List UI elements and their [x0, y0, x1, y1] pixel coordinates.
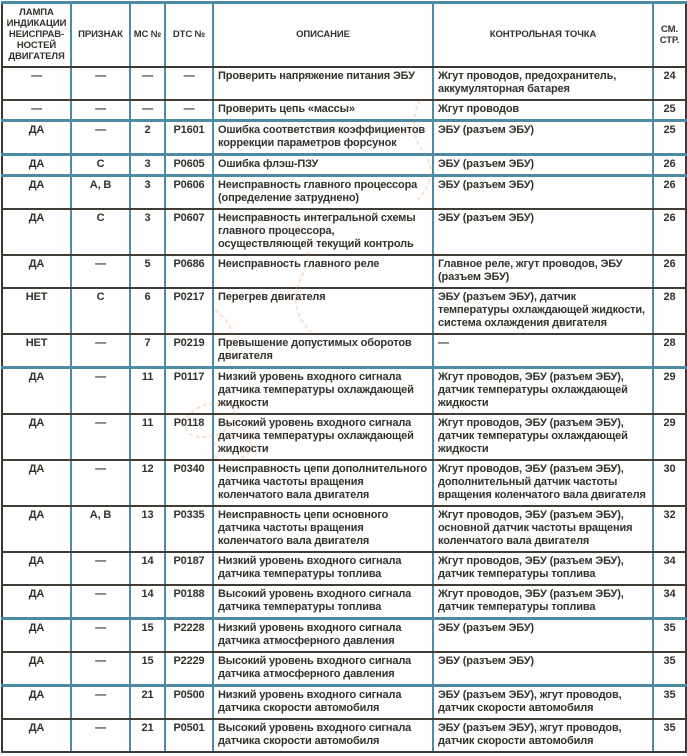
cell-sign: — — [71, 67, 130, 100]
cell-ms: 5 — [130, 255, 165, 288]
dtc-table — [1, 1, 687, 753]
cell-sign: С — [71, 154, 130, 175]
cell-lamp: — — [2, 100, 71, 121]
cell-lamp: ДА — [2, 652, 71, 686]
cell-sign: — — [71, 460, 130, 506]
cell-checkpoint: Жгут проводов, ЭБУ (разъем ЭБУ), датчик температуры охлаждающей жидкости — [433, 367, 653, 414]
cell-page: 29 — [653, 367, 686, 414]
table-row — [2, 618, 686, 652]
cell-page: 28 — [653, 334, 686, 368]
cell-dtc: P0219 — [165, 334, 213, 368]
cell-description: Перегрев двигателя — [213, 288, 433, 334]
cell-sign: С — [71, 209, 130, 255]
cell-checkpoint: ЭБУ (разъем ЭБУ), датчик температуры охлаждающей жидкости, система охлаждения двигателя — [433, 288, 653, 334]
cell-ms: 3 — [130, 209, 165, 255]
table-row — [2, 506, 686, 552]
cell-page: 25 — [653, 100, 686, 121]
cell-dtc: P0217 — [165, 288, 213, 334]
cell-sign: — — [71, 719, 130, 752]
cell-sign: — — [71, 585, 130, 619]
cell-lamp: ДА — [2, 685, 71, 719]
table-row — [2, 67, 686, 100]
cell-description: Превышение допустимых оборотов двигателя — [213, 334, 433, 368]
cell-lamp: ДА — [2, 618, 71, 652]
cell-checkpoint: Главное реле, жгут проводов, ЭБУ (разъем ЭБУ) — [433, 255, 653, 288]
cell-dtc: P1601 — [165, 120, 213, 154]
cell-ms: 21 — [130, 685, 165, 719]
cell-description: Высокий уровень входного сигнала датчика температуры охлаждающей жидкости — [213, 414, 433, 460]
table-row — [2, 334, 686, 368]
cell-ms: 21 — [130, 719, 165, 752]
cell-description: Низкий уровень входного сигнала датчика температуры топлива — [213, 552, 433, 585]
cell-lamp: ДА — [2, 209, 71, 255]
cell-dtc: P0605 — [165, 154, 213, 175]
column-header-sign: ПРИЗНАК — [71, 3, 130, 67]
cell-dtc: P0500 — [165, 685, 213, 719]
cell-ms: — — [130, 100, 165, 121]
cell-checkpoint: ЭБУ (разъем ЭБУ), жгут проводов, датчик скорости автомобиля — [433, 685, 653, 719]
cell-checkpoint: Жгут проводов, ЭБУ (разъем ЭБУ), датчик температуры топлива — [433, 552, 653, 585]
cell-page: 34 — [653, 552, 686, 585]
header-row — [2, 3, 686, 67]
table-row — [2, 120, 686, 154]
cell-lamp: ДА — [2, 585, 71, 619]
cell-sign: А, В — [71, 175, 130, 209]
cell-description: Низкий уровень входного сигнала датчика атмосферного давления — [213, 618, 433, 652]
cell-ms: 11 — [130, 367, 165, 414]
table-row — [2, 154, 686, 175]
table-row — [2, 652, 686, 686]
cell-sign: А, В — [71, 506, 130, 552]
table-body — [2, 67, 686, 752]
cell-lamp: ДА — [2, 460, 71, 506]
cell-checkpoint: Жгут проводов, ЭБУ (разъем ЭБУ), датчик температуры топлива — [433, 585, 653, 619]
cell-page: 26 — [653, 209, 686, 255]
cell-checkpoint: Жгут проводов, ЭБУ (разъем ЭБУ), дополнительный датчик частоты вращения коленчатого вала двигателя — [433, 460, 653, 506]
cell-page: 30 — [653, 460, 686, 506]
table-row — [2, 100, 686, 121]
cell-sign: — — [71, 334, 130, 368]
cell-description: Ошибка соответствия коэффициентов коррекции параметров форсунок — [213, 120, 433, 154]
cell-ms: 15 — [130, 618, 165, 652]
table-row — [2, 552, 686, 585]
cell-description: Низкий уровень входного сигнала датчика скорости автомобиля — [213, 685, 433, 719]
table-row — [2, 460, 686, 506]
table-row — [2, 255, 686, 288]
cell-lamp: ДА — [2, 120, 71, 154]
cell-dtc: P0501 — [165, 719, 213, 752]
cell-checkpoint: ЭБУ (разъем ЭБУ) — [433, 652, 653, 686]
cell-sign: — — [71, 552, 130, 585]
cell-dtc: P2228 — [165, 618, 213, 652]
cell-description: Неисправность главного процессора (определение затруднено) — [213, 175, 433, 209]
cell-sign: — — [71, 652, 130, 686]
cell-description: Неисправность цепи основного датчика частоты вращения коленчатого вала двигателя — [213, 506, 433, 552]
cell-dtc: P0187 — [165, 552, 213, 585]
cell-dtc: P0117 — [165, 367, 213, 414]
cell-description: Проверить напряжение питания ЭБУ — [213, 67, 433, 100]
cell-lamp: ДА — [2, 154, 71, 175]
cell-lamp: ДА — [2, 175, 71, 209]
cell-description: Неисправность интегральной схемы главного процессора, осуществляющей текущий контроль — [213, 209, 433, 255]
cell-lamp: ДА — [2, 367, 71, 414]
cell-page: 25 — [653, 120, 686, 154]
column-header-lamp: ЛАМПА ИНДИКАЦИИ НЕИСПРАВ-НОСТЕЙ ДВИГАТЕЛЯ — [2, 3, 71, 67]
cell-checkpoint: ЭБУ (разъем ЭБУ) — [433, 154, 653, 175]
cell-description: Высокий уровень входного сигнала датчика атмосферного давления — [213, 652, 433, 686]
cell-checkpoint: Жгут проводов, ЭБУ (разъем ЭБУ), основной датчик частоты вращения коленчатого вала двигателя — [433, 506, 653, 552]
cell-ms: 3 — [130, 154, 165, 175]
cell-page: 35 — [653, 618, 686, 652]
cell-lamp: ДА — [2, 414, 71, 460]
cell-checkpoint: Жгут проводов, предохранитель, аккумуляторная батарея — [433, 67, 653, 100]
cell-checkpoint: — — [433, 334, 653, 368]
cell-ms: 13 — [130, 506, 165, 552]
cell-ms: 2 — [130, 120, 165, 154]
column-header-page: СМ. СТР. — [653, 3, 686, 67]
table-row — [2, 414, 686, 460]
table-row — [2, 367, 686, 414]
cell-description: Ошибка флэш-ПЗУ — [213, 154, 433, 175]
cell-dtc: — — [165, 100, 213, 121]
cell-page: 34 — [653, 585, 686, 619]
cell-description: Неисправность главного реле — [213, 255, 433, 288]
cell-sign: — — [71, 618, 130, 652]
cell-dtc: P0188 — [165, 585, 213, 619]
cell-ms: — — [130, 67, 165, 100]
table-row — [2, 209, 686, 255]
cell-page: 26 — [653, 255, 686, 288]
cell-description: Проверить цепь «массы» — [213, 100, 433, 121]
cell-sign: — — [71, 100, 130, 121]
cell-ms: 7 — [130, 334, 165, 368]
cell-sign: — — [71, 255, 130, 288]
cell-dtc: P0607 — [165, 209, 213, 255]
cell-dtc: P0606 — [165, 175, 213, 209]
cell-page: 26 — [653, 154, 686, 175]
cell-dtc: — — [165, 67, 213, 100]
cell-ms: 3 — [130, 175, 165, 209]
cell-ms: 12 — [130, 460, 165, 506]
cell-lamp: НЕТ — [2, 334, 71, 368]
cell-sign: — — [71, 685, 130, 719]
table-row — [2, 288, 686, 334]
cell-lamp: — — [2, 67, 71, 100]
table-row — [2, 175, 686, 209]
cell-checkpoint: Жгут проводов, ЭБУ (разъем ЭБУ), датчик температуры охлаждающей жидкости — [433, 414, 653, 460]
cell-lamp: ДА — [2, 255, 71, 288]
cell-lamp: ДА — [2, 506, 71, 552]
cell-page: 35 — [653, 719, 686, 752]
table-row — [2, 719, 686, 752]
cell-dtc: P2229 — [165, 652, 213, 686]
cell-description: Высокий уровень входного сигнала датчика скорости автомобиля — [213, 719, 433, 752]
table-row — [2, 685, 686, 719]
cell-checkpoint: Жгут проводов — [433, 100, 653, 121]
cell-ms: 6 — [130, 288, 165, 334]
cell-lamp: ДА — [2, 719, 71, 752]
cell-sign: — — [71, 367, 130, 414]
cell-sign: — — [71, 120, 130, 154]
cell-checkpoint: ЭБУ (разъем ЭБУ) — [433, 618, 653, 652]
cell-description: Неисправность цепи дополнительного датчика частоты вращения коленчатого вала двигателя — [213, 460, 433, 506]
cell-sign: С — [71, 288, 130, 334]
cell-description: Высокий уровень входного сигнала датчика температуры топлива — [213, 585, 433, 619]
cell-dtc: P0340 — [165, 460, 213, 506]
cell-ms: 15 — [130, 652, 165, 686]
cell-page: 35 — [653, 685, 686, 719]
column-header-checkpoint: КОНТРОЛЬНАЯ ТОЧКА — [433, 3, 653, 67]
column-header-description: ОПИСАНИЕ — [213, 3, 433, 67]
cell-dtc: P0686 — [165, 255, 213, 288]
cell-description: Низкий уровень входного сигнала датчика температуры охлаждающей жидкости — [213, 367, 433, 414]
cell-ms: 14 — [130, 585, 165, 619]
cell-lamp: ДА — [2, 552, 71, 585]
cell-dtc: P0118 — [165, 414, 213, 460]
cell-checkpoint: ЭБУ (разъем ЭБУ), жгут проводов, датчик скорости автомобиля — [433, 719, 653, 752]
cell-dtc: P0335 — [165, 506, 213, 552]
cell-page: 32 — [653, 506, 686, 552]
cell-checkpoint: ЭБУ (разъем ЭБУ) — [433, 175, 653, 209]
column-header-ms: МС № — [130, 3, 165, 67]
cell-ms: 11 — [130, 414, 165, 460]
cell-page: 26 — [653, 175, 686, 209]
cell-ms: 14 — [130, 552, 165, 585]
cell-page: 28 — [653, 288, 686, 334]
cell-page: 35 — [653, 652, 686, 686]
cell-lamp: НЕТ — [2, 288, 71, 334]
cell-checkpoint: ЭБУ (разъем ЭБУ) — [433, 120, 653, 154]
column-header-dtc: DTC № — [165, 3, 213, 67]
cell-sign: — — [71, 414, 130, 460]
cell-page: 29 — [653, 414, 686, 460]
cell-checkpoint: ЭБУ (разъем ЭБУ) — [433, 209, 653, 255]
cell-page: 24 — [653, 67, 686, 100]
table-row — [2, 585, 686, 619]
